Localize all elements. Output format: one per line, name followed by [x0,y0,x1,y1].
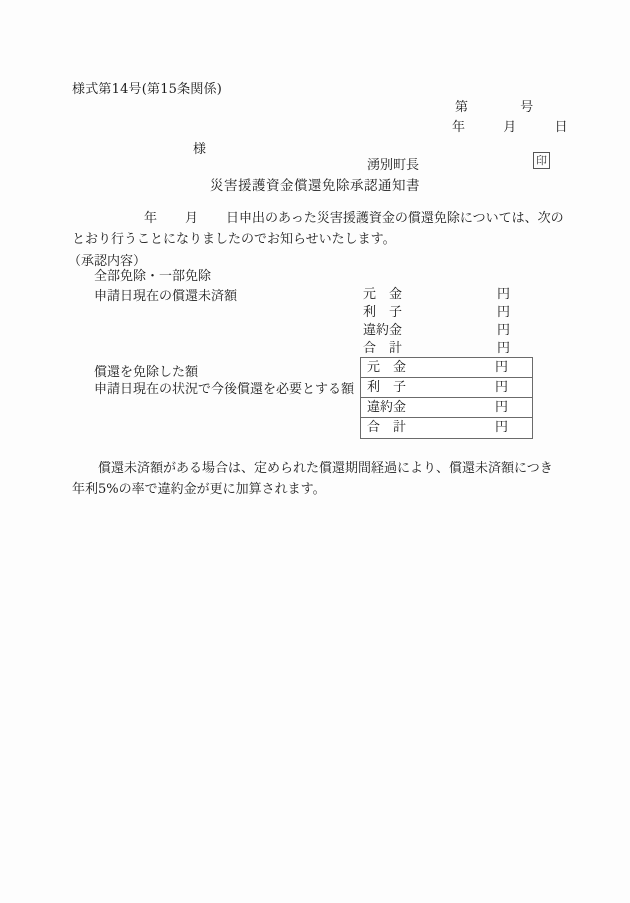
approval-section-label: （承認内容） [68,254,147,269]
note-paragraph [72,458,564,500]
amount-label: 違約金 [367,400,407,415]
amount-unit: 円 [497,341,511,356]
exempted-amount-table [360,357,533,439]
amount-label: 合 計 [363,341,403,356]
table-row [361,398,532,418]
amount-row [363,322,533,340]
table-row [361,418,532,438]
issue-date-month: 月 [503,120,517,135]
amount-row [363,340,533,358]
document-number-field [455,96,533,115]
amount-unit: 円 [497,287,511,302]
amount-unit: 円 [497,305,511,320]
document-number-suffix: 号 [520,100,534,115]
issue-date-day: 日 [554,120,568,135]
intro-rest: 日申出のあった災害援護資金の償還免除については、次のとおり行うことになりましたのでお知らせいたします。 [72,211,564,247]
intro-month: 月 [185,211,199,226]
note-text: 償還未済額がある場合は、定められた償還期間経過により、償還未済額につき年利5%の率で違約金が更に加算されます。 [72,461,553,497]
issue-date-field [452,116,568,135]
amount-unit: 円 [495,380,509,395]
amount-label: 違約金 [363,323,403,338]
label-remaining-required: 申請日現在の状況で今後償還を必要とする額 [94,382,355,397]
amount-label: 元 金 [367,360,407,375]
addressee-honorific: 様 [193,142,207,157]
amount-label: 元 金 [363,287,403,302]
table-row [361,358,532,378]
amount-label: 利 子 [367,380,407,395]
amount-unit: 円 [495,420,509,435]
amount-unit: 円 [495,400,509,415]
unpaid-balance-amount-list [363,286,533,358]
form-number: 様式第14号(第15条関係) [72,82,223,97]
amount-label: 利 子 [363,305,403,320]
amount-unit: 円 [497,323,511,338]
label-unpaid-balance: 申請日現在の償還未済額 [94,289,238,304]
label-exempted-amount: 償還を免除した額 [94,365,199,380]
seal-stamp-box: 印 [533,152,550,169]
amount-row [363,286,533,304]
page-title: 災害援護資金償還免除承認通知書 [210,178,420,194]
intro-year: 年 [144,211,158,226]
document-number-prefix: 第 [455,100,469,115]
issuer-name: 湧別町長 [367,158,420,173]
amount-label: 合 計 [367,420,407,435]
intro-paragraph [72,208,564,250]
amount-row [363,304,533,322]
issue-date-year: 年 [452,120,466,135]
table-row [361,378,532,398]
amount-unit: 円 [495,360,509,375]
exemption-type-options: 全部免除・一部免除 [94,269,212,284]
